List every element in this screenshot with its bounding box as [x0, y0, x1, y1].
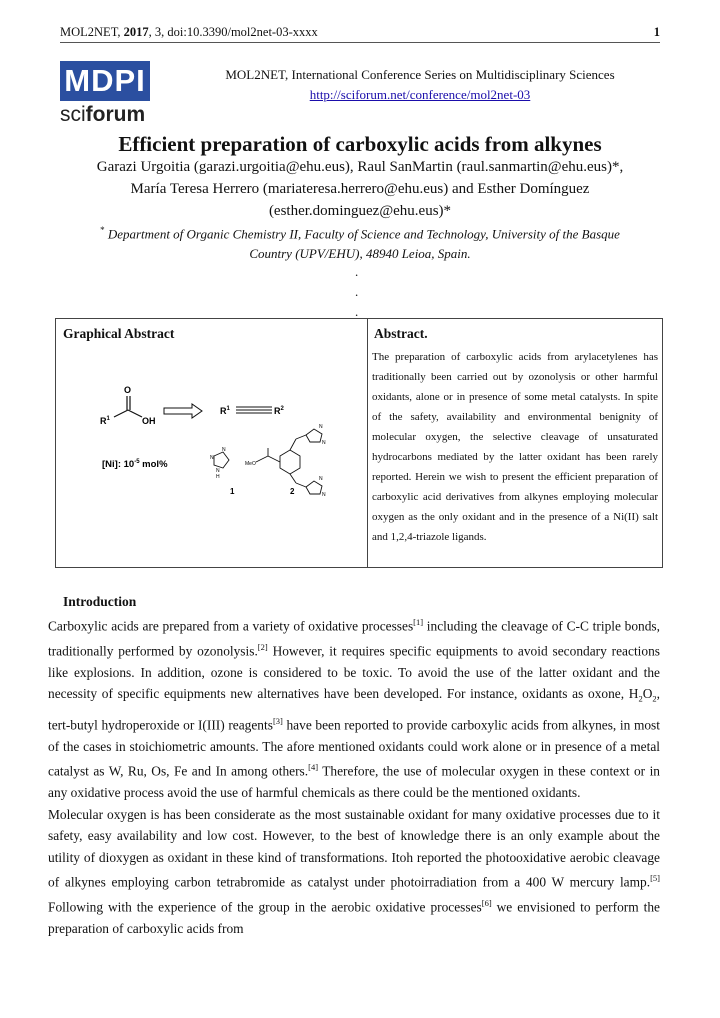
sciforum-prefix: sci — [60, 103, 86, 126]
introduction-heading: Introduction — [63, 594, 137, 609]
citation-ref: [1] — [413, 617, 424, 627]
conference-info — [170, 65, 670, 105]
author-list — [40, 156, 680, 222]
affiliation-line-1 — [50, 220, 670, 244]
svg-text:N: N — [222, 447, 226, 453]
introduction-paragraph-2: Molecular oxygen is has been considerate as the most sustainable oxidant for many oxidative processes due to it safety, easy availability and low cost. However, to the best of knowledge there is an only example about the utility of dioxygen as oxidant in these kind of transformations. Itoh reported the photooxidative aerobic cleavage of alkynes employing carbon tetrabromide as catalyst under photoirradiation from a 400 W mercury lamp.[5] Following with the experience of the group in the aerobic oxidative processes[6] we envisioned to perform the preparation of carboxylic acids from — [48, 806, 660, 936]
ligand-2-label: 2 — [290, 487, 295, 496]
svg-text:N: N — [319, 476, 323, 482]
affiliation-text-1: Department of Organic Chemistry II, Faculty of Science and Technology, University of the Basque — [104, 226, 620, 242]
ligand-2-structure — [245, 424, 326, 498]
abstract-box-divider — [367, 319, 368, 567]
affiliation-line-2: Country (UPV/EHU), 48940 Leioa, Spain. — [249, 246, 471, 262]
svg-text:N: N — [216, 468, 220, 474]
introduction-paragraph-1: Carboxylic acids are prepared from a variety of oxidative processes[1] including the cleavage of C-C triple bonds, traditionally performed by ozonolysis.[2] However, it requires specific equipments to avoid secondary reactions like explosions. In addition, ozone is considered to be toxic. To avoid the use of the latter oxidant and the necessity of specific equipments new alternatives have been developed. For instance, oxidants as oxone, $H_2O_2$, tert-butyl hydroperoxide or I(III) reagents[3] have been reported to provide carboxylic acids from alkynes, in most of the cases in stoichiometric amounts. The afore mentioned oxidants could work alone or in presence of a metal catalyst as W, Ru, Os, Fe and In among others.[4] Therefore, the use of molecular oxygen in these context or in any oxidative process avoid the use of harmful chemicals as there could be the mentioned oxidants. — [48, 617, 660, 801]
svg-text:MeO: MeO — [245, 461, 256, 467]
ligand-1-label: 1 — [230, 487, 235, 496]
alkyne-r1-label: $R^1$ — [220, 406, 230, 416]
authors-line-3: (esther.dominguez@ehu.eus)* — [268, 203, 452, 219]
dot: . — [355, 284, 359, 299]
acid-r1-label: $R^1$ — [100, 416, 110, 426]
abstract-heading: Abstract. — [374, 326, 428, 341]
citation-ref: [2] — [257, 641, 268, 652]
svg-text:N: N — [322, 440, 326, 446]
introduction-body — [48, 612, 660, 939]
abstract-text: The preparation of carboxylic acids from arylacetylenes has traditionally been carried out by ozonolysis or other harmful oxidants, alone or in presence of some metal catalysts. In spite of the safety, availability and environmental benignity of molecular oxygen, the selective cleavage of unsaturated hydrocarbons mediated by the latter oxidant has been rarely reported. Herein we wish to present the efficient preparation of carboxylic acid derivatives from alkynes employing molecular oxygen as the only oxidant and in the presence of a Ni(II) salt and 1,2,4-triazole ligands. — [372, 351, 658, 543]
mdpi-logo-text: MDPI — [60, 61, 150, 101]
separator-dots — [355, 262, 365, 322]
header-year: 2017 — [123, 25, 149, 39]
dot: . — [355, 304, 359, 319]
paper-title: Efficient preparation of carboxylic acids from alkynes — [118, 132, 602, 156]
header-citation — [60, 25, 318, 40]
carbonyl-oxygen-label: O — [124, 385, 132, 395]
citation-ref: [5] — [650, 873, 660, 884]
sciforum-suffix: forum — [85, 103, 146, 126]
acid-bond-left — [114, 410, 128, 417]
reaction-scheme — [96, 379, 361, 499]
hydroxyl-label: OH — [142, 416, 156, 426]
header-journal: MOL2NET, — [60, 25, 124, 39]
authors-line-1: Garazi Urgoitia (garazi.urgoitia@ehu.eus), Raul SanMartin (raul.sanmartin@ehu.eus)*, — [96, 159, 624, 175]
header-doi: , 3, doi:10.3390/mol2net-03-xxxx — [148, 25, 318, 39]
svg-text:N: N — [210, 455, 214, 461]
dot: . — [355, 264, 359, 279]
page-number: 1 — [653, 25, 660, 39]
catalyst-loading: [Ni]: $10^{-5}$ mol% — [102, 459, 168, 470]
authors-line-2: María Teresa Herrero (mariateresa.herrero@ehu.eus) and Esther Domínguez — [130, 181, 590, 197]
graphical-abstract-heading: Graphical Abstract — [63, 326, 175, 341]
abstract-box — [55, 318, 663, 568]
running-header — [60, 22, 660, 43]
retrosynthesis-arrow-icon — [164, 404, 202, 418]
citation-ref: [6] — [481, 898, 492, 909]
citation-ref: [4] — [308, 762, 319, 773]
mdpi-sciforum-logo — [60, 61, 150, 131]
svg-text:N: N — [319, 424, 323, 430]
acid-bond-right — [128, 410, 142, 417]
citation-ref: [3] — [272, 715, 283, 726]
conference-url-link[interactable]: http://sciforum.net/conference/mol2net-03 — [309, 87, 531, 102]
ligand-1-triazole-structure — [210, 447, 229, 480]
sciforum-logo-text — [60, 103, 150, 127]
affiliation-mark: * — [100, 225, 105, 235]
alkyne-r2-label: $R^2$ — [274, 406, 284, 416]
svg-text:H: H — [216, 474, 220, 480]
svg-text:N: N — [322, 492, 326, 498]
conference-name: MOL2NET, International Conference Series on Multidisciplinary Sciences — [225, 67, 615, 82]
affiliation — [50, 220, 670, 264]
